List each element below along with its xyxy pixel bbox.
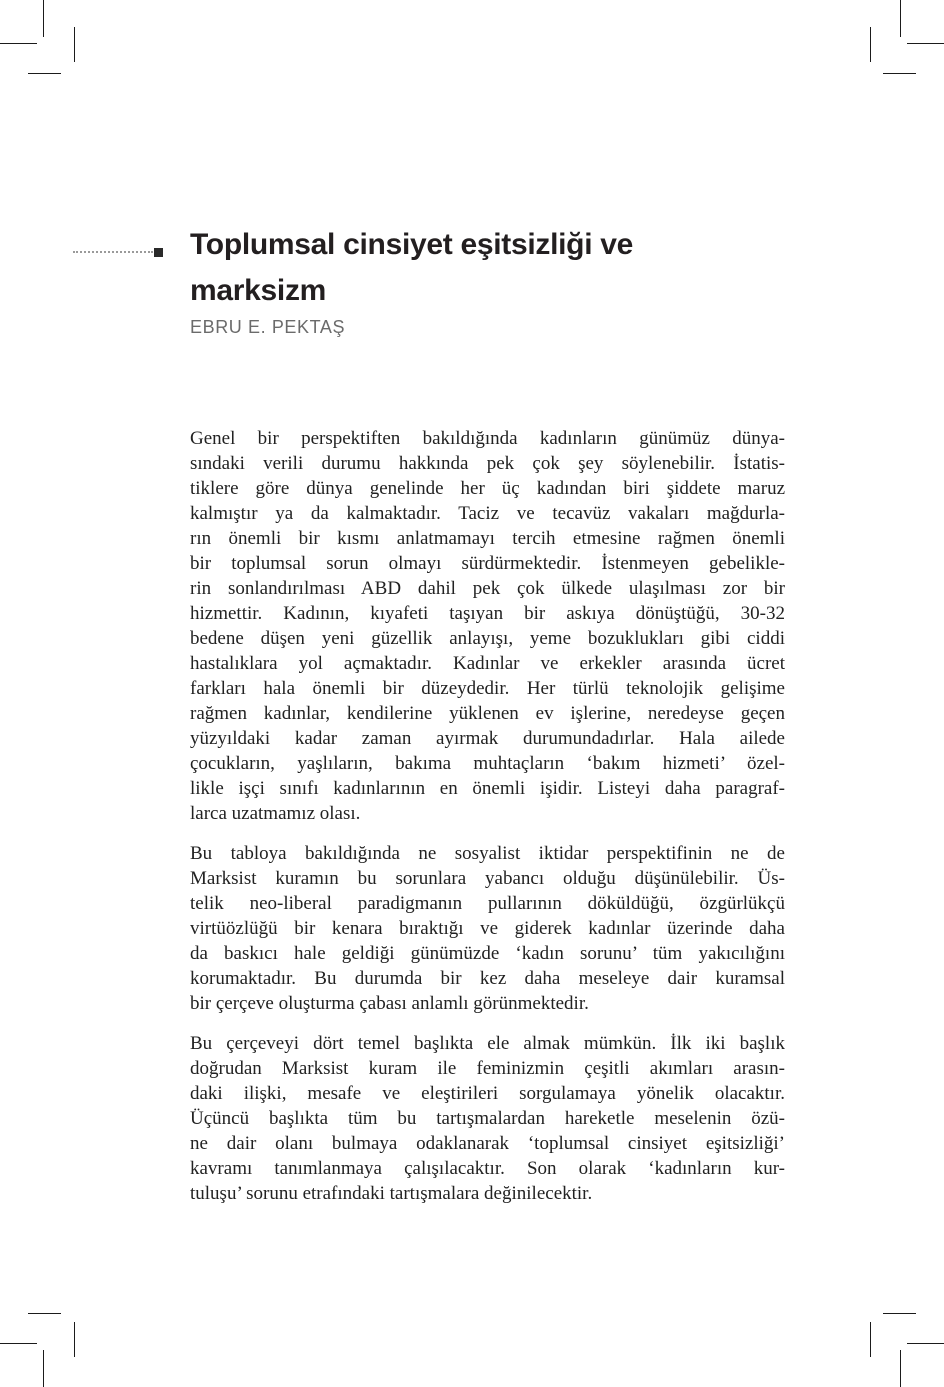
text-line: bir toplumsal sorun olmayı sürdürmektedir. İstenmeyen gebelikle- — [190, 553, 785, 574]
text-line: virtüözlüğü bir kenara bıraktığı ve giderek kadınlar üzerinde daha — [190, 918, 785, 939]
crop-mark — [907, 43, 944, 44]
crop-mark — [907, 1343, 944, 1344]
text-line: rağmen kadınlar, kendilerine yüklenen ev işlerine, neredeyse geçen — [190, 703, 785, 724]
text-line: larca uzatmamız olası. — [190, 803, 361, 824]
title-marker-square-icon — [154, 248, 163, 257]
text-line: hastalıklara yol açmaktadır. Kadınlar ve erkekler arasında ücret — [190, 653, 785, 674]
text-line: yüzyıldaki kadar zaman ayırmak durumundadırlar. Hala ailede — [190, 728, 785, 749]
article-body — [190, 426, 785, 1206]
text-line: hizmettir. Kadının, kıyafeti taşıyan bir askıya dönüştüğü, 30-32 — [190, 603, 785, 624]
paragraph — [190, 841, 785, 1016]
text-line: telik neo-liberal paradigmanın pullarının döküldüğü, özgürlükçü — [190, 893, 785, 914]
paragraph — [190, 1031, 785, 1206]
crop-mark — [883, 73, 916, 74]
text-line: kalmıştır ya da kalmaktadır. Taciz ve tecavüz vakaları mağdurla- — [190, 503, 785, 524]
text-line: farkları hala önemli bir düzeydedir. Her türlü teknolojik gelişime — [190, 678, 785, 699]
crop-mark — [28, 1313, 61, 1314]
text-line: sındaki verili durumu hakkında pek çok şey söylenebilir. İstatis- — [190, 453, 785, 474]
crop-mark — [870, 27, 871, 62]
text-line: bir çerçeve oluşturma çabası anlamlı görünmektedir. — [190, 993, 589, 1014]
text-line: rın önemli bir kısmı anlatmamayı tercih etmesine rağmen önemli — [190, 528, 785, 549]
text-line: korumaktadır. Bu durumda bir kez daha meseleye dair kuramsal — [190, 968, 785, 989]
crop-mark — [883, 1313, 916, 1314]
crop-mark — [43, 1350, 44, 1387]
crop-mark — [0, 1343, 37, 1344]
crop-mark — [0, 43, 37, 44]
article-title-line-1: Toplumsal cinsiyet eşitsizliği ve — [190, 228, 634, 261]
text-line: Marksist kuramın bu sorunlara yabancı olduğu düşünülebilir. Üs- — [190, 868, 785, 889]
text-line: çocukların, yaşlıların, bakıma muhtaçların ‘bakım hizmeti’ özel- — [190, 753, 785, 774]
paragraph — [190, 426, 785, 826]
crop-mark — [74, 27, 75, 62]
article-title — [190, 222, 800, 314]
text-line: kavramı tanımlanmaya çalışılacaktır. Son olarak ‘kadınların kur- — [190, 1158, 785, 1179]
text-line: Genel bir perspektiften bakıldığında kadınların günümüz dünya- — [190, 428, 785, 449]
crop-mark — [900, 0, 901, 37]
dotted-leader-line — [73, 251, 153, 253]
article-title-line-2: marksizm — [190, 274, 327, 307]
text-line: tuluşu’ sorunu etrafındaki tartışmalara değinilecektir. — [190, 1183, 593, 1204]
text-line: rin sonlandırılması ABD dahil pek çok ülkede ulaşılması zor bir — [190, 578, 785, 599]
text-line: tiklere göre dünya genelinde her üç kadından biri şiddete maruz — [190, 478, 785, 499]
crop-mark — [28, 73, 61, 74]
crop-mark — [900, 1350, 901, 1387]
text-line: daki ilişki, mesafe ve eleştirileri sorgulamaya yönelik olacaktır. — [190, 1083, 785, 1104]
text-line: doğrudan Marksist kuram ile feminizmin çeşitli akımları arasın- — [190, 1058, 785, 1079]
text-line: Üçüncü başlıkta tüm bu tartışmalardan hareketle meselenin özü- — [190, 1108, 785, 1129]
text-line: ne dair olanı bulmaya odaklanarak ‘toplumsal cinsiyet eşitsizliği’ — [190, 1133, 785, 1154]
title-marker — [73, 248, 163, 258]
text-line: likle işçi sınıfı kadınlarının en önemli işidir. Listeyi daha paragraf- — [190, 778, 785, 799]
text-line: da baskıcı hale geldiği günümüzde ‘kadın sorunu’ tüm yakıcılığını — [190, 943, 785, 964]
crop-mark — [870, 1322, 871, 1357]
crop-mark — [74, 1322, 75, 1357]
author-name: EBRU E. PEKTAŞ — [190, 317, 346, 337]
text-line: Bu çerçeveyi dört temel başlıkta ele almak mümkün. İlk iki başlık — [190, 1033, 785, 1054]
text-line: bedene düşen yeni güzellik anlayışı, yeme bozuklukları gibi ciddi — [190, 628, 785, 649]
text-line: Bu tabloya bakıldığında ne sosyalist iktidar perspektifinin ne de — [190, 843, 785, 864]
crop-mark — [43, 0, 44, 37]
